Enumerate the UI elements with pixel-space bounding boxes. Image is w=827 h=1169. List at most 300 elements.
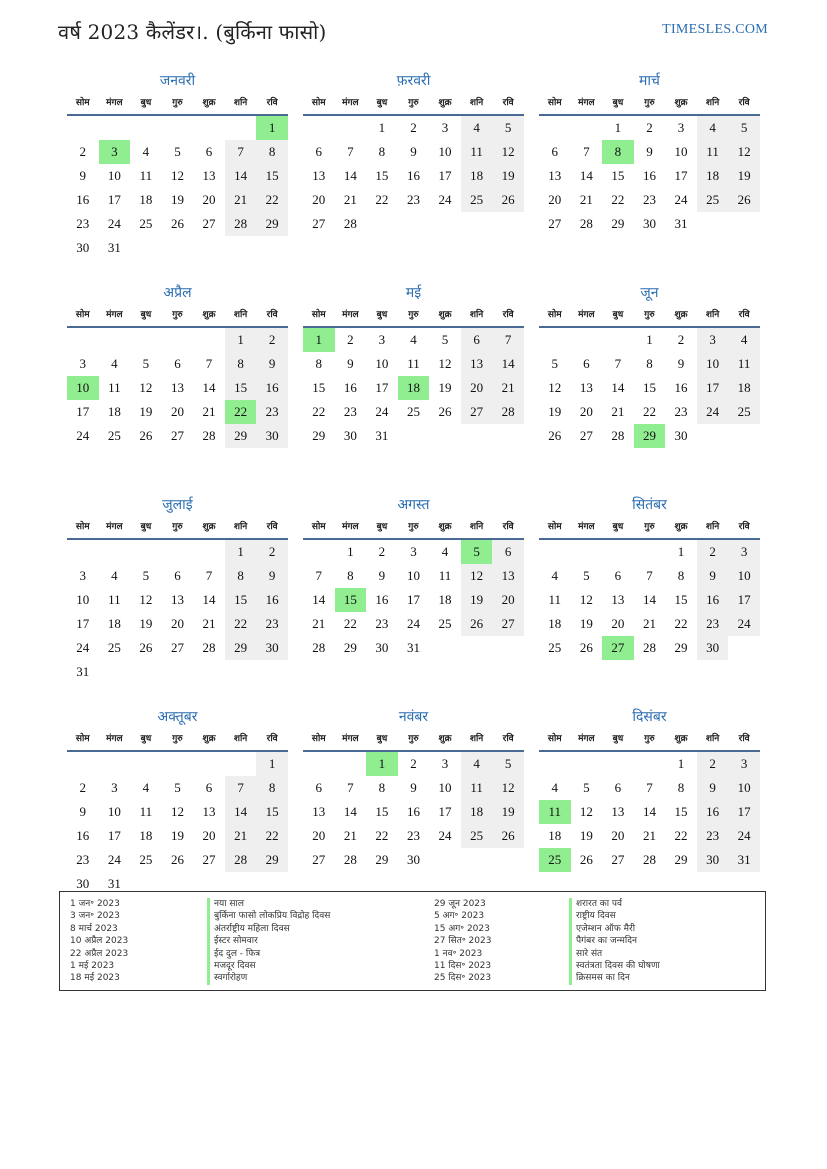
day-cell[interactable]: 20 [492, 588, 524, 612]
holiday-day-cell[interactable]: 10 [67, 376, 99, 400]
day-cell[interactable]: 21 [202, 616, 216, 631]
day-cell[interactable]: 10 [674, 144, 688, 159]
day-cell[interactable]: 7 [583, 144, 590, 159]
day-cell[interactable]: 6 [551, 144, 559, 159]
day-cell[interactable]: 3 [697, 328, 729, 352]
day-cell[interactable]: 11 [139, 804, 153, 819]
day-cell[interactable]: 7 [315, 568, 323, 583]
day-cell[interactable]: 29 [312, 428, 326, 443]
day-cell[interactable]: 27 [548, 216, 562, 231]
day-cell[interactable]: 4 [111, 356, 118, 371]
day-cell[interactable]: 5 [728, 116, 760, 140]
day-cell[interactable]: 10 [76, 592, 90, 607]
day-cell[interactable]: 20 [202, 192, 216, 207]
day-cell[interactable]: 15 [642, 380, 656, 395]
day-cell[interactable]: 14 [611, 380, 625, 395]
day-cell[interactable]: 8 [378, 144, 386, 159]
day-cell[interactable]: 1 [677, 544, 685, 559]
day-cell[interactable]: 16 [406, 804, 420, 819]
holiday-day-cell[interactable]: 18 [398, 376, 430, 400]
day-cell[interactable]: 12 [170, 804, 184, 819]
day-cell[interactable]: 4 [441, 544, 449, 559]
day-cell[interactable]: 8 [225, 352, 257, 376]
day-cell[interactable]: 31 [674, 216, 688, 231]
day-cell[interactable]: 23 [406, 192, 420, 207]
day-cell[interactable]: 24 [674, 192, 688, 207]
day-cell[interactable]: 10 [438, 144, 452, 159]
day-cell[interactable]: 27 [461, 400, 493, 424]
day-cell[interactable]: 20 [312, 828, 326, 843]
day-cell[interactable]: 14 [343, 168, 357, 183]
day-cell[interactable]: 6 [492, 540, 524, 564]
day-cell[interactable]: 25 [107, 428, 121, 443]
day-cell[interactable]: 13 [548, 168, 562, 183]
day-cell[interactable]: 11 [548, 592, 562, 607]
day-cell[interactable]: 1 [256, 752, 288, 776]
holiday-day-cell[interactable]: 1 [303, 328, 335, 352]
day-cell[interactable]: 19 [579, 616, 593, 631]
day-cell[interactable]: 10 [107, 168, 121, 183]
day-cell[interactable]: 7 [492, 328, 524, 352]
day-cell[interactable]: 27 [312, 216, 326, 231]
day-cell[interactable]: 19 [492, 164, 524, 188]
day-cell[interactable]: 23 [697, 824, 729, 848]
day-cell[interactable]: 21 [225, 824, 257, 848]
day-cell[interactable]: 8 [378, 780, 386, 795]
day-cell[interactable]: 13 [312, 804, 326, 819]
day-cell[interactable]: 4 [461, 752, 493, 776]
day-cell[interactable]: 4 [142, 780, 150, 795]
day-cell[interactable]: 6 [174, 356, 181, 371]
day-cell[interactable]: 18 [548, 616, 562, 631]
day-cell[interactable]: 7 [205, 568, 213, 583]
day-cell[interactable]: 12 [492, 776, 524, 800]
day-cell[interactable]: 23 [343, 404, 357, 419]
day-cell[interactable]: 20 [611, 828, 625, 843]
day-cell[interactable]: 17 [697, 376, 729, 400]
day-cell[interactable]: 25 [461, 188, 493, 212]
day-cell[interactable]: 18 [697, 164, 729, 188]
holiday-day-cell[interactable]: 29 [634, 424, 666, 448]
day-cell[interactable]: 13 [312, 168, 326, 183]
day-cell[interactable]: 25 [697, 188, 729, 212]
day-cell[interactable]: 11 [407, 356, 420, 371]
day-cell[interactable]: 18 [461, 800, 493, 824]
day-cell[interactable]: 17 [76, 404, 90, 419]
day-cell[interactable]: 14 [202, 380, 216, 395]
day-cell[interactable]: 26 [579, 640, 593, 655]
day-cell[interactable]: 21 [611, 404, 625, 419]
day-cell[interactable]: 7 [646, 568, 653, 583]
day-cell[interactable]: 14 [642, 592, 656, 607]
day-cell[interactable]: 19 [139, 616, 153, 631]
day-cell[interactable]: 19 [461, 588, 493, 612]
day-cell[interactable]: 12 [139, 380, 153, 395]
day-cell[interactable]: 24 [438, 828, 452, 843]
day-cell[interactable]: 30 [256, 424, 288, 448]
day-cell[interactable]: 26 [170, 852, 184, 867]
day-cell[interactable]: 18 [438, 592, 452, 607]
day-cell[interactable]: 26 [579, 852, 593, 867]
day-cell[interactable]: 2 [347, 332, 354, 347]
day-cell[interactable]: 23 [76, 216, 90, 231]
day-cell[interactable]: 30 [256, 636, 288, 660]
day-cell[interactable]: 14 [579, 168, 593, 183]
day-cell[interactable]: 5 [441, 332, 449, 347]
day-cell[interactable]: 5 [174, 144, 181, 159]
holiday-day-cell[interactable]: 1 [256, 116, 288, 140]
day-cell[interactable]: 20 [461, 376, 493, 400]
day-cell[interactable]: 9 [410, 780, 417, 795]
day-cell[interactable]: 17 [107, 192, 121, 207]
day-cell[interactable]: 3 [79, 568, 87, 583]
day-cell[interactable]: 22 [225, 612, 257, 636]
day-cell[interactable]: 31 [76, 664, 90, 679]
day-cell[interactable]: 17 [76, 616, 90, 631]
day-cell[interactable]: 29 [674, 640, 688, 655]
day-cell[interactable]: 25 [548, 640, 562, 655]
day-cell[interactable]: 17 [406, 592, 420, 607]
day-cell[interactable]: 27 [492, 612, 524, 636]
day-cell[interactable]: 13 [202, 168, 216, 183]
day-cell[interactable]: 8 [677, 780, 685, 795]
day-cell[interactable]: 25 [406, 404, 420, 419]
day-cell[interactable]: 2 [79, 144, 87, 159]
day-cell[interactable]: 15 [225, 376, 257, 400]
day-cell[interactable]: 18 [139, 828, 153, 843]
day-cell[interactable]: 4 [410, 332, 417, 347]
day-cell[interactable]: 15 [375, 168, 389, 183]
day-cell[interactable]: 18 [139, 192, 153, 207]
day-cell[interactable]: 15 [674, 592, 688, 607]
day-cell[interactable]: 16 [406, 168, 420, 183]
day-cell[interactable]: 26 [170, 216, 184, 231]
day-cell[interactable]: 21 [642, 828, 656, 843]
day-cell[interactable]: 9 [79, 804, 87, 819]
day-cell[interactable]: 22 [674, 616, 688, 631]
day-cell[interactable]: 13 [611, 592, 625, 607]
day-cell[interactable]: 14 [642, 804, 656, 819]
day-cell[interactable]: 16 [256, 588, 288, 612]
day-cell[interactable]: 6 [583, 356, 590, 371]
day-cell[interactable]: 8 [677, 568, 685, 583]
day-cell[interactable]: 11 [438, 568, 452, 583]
day-cell[interactable]: 22 [611, 192, 625, 207]
day-cell[interactable]: 7 [347, 780, 354, 795]
day-cell[interactable]: 31 [728, 848, 760, 872]
day-cell[interactable]: 1 [614, 120, 622, 135]
day-cell[interactable]: 12 [170, 168, 184, 183]
day-cell[interactable]: 8 [256, 776, 288, 800]
day-cell[interactable]: 14 [312, 592, 326, 607]
day-cell[interactable]: 7 [646, 780, 653, 795]
day-cell[interactable]: 28 [202, 428, 216, 443]
day-cell[interactable]: 26 [139, 640, 153, 655]
day-cell[interactable]: 6 [205, 780, 213, 795]
day-cell[interactable]: 24 [107, 216, 121, 231]
day-cell[interactable]: 16 [76, 192, 90, 207]
day-cell[interactable]: 12 [579, 592, 593, 607]
day-cell[interactable]: 22 [375, 192, 389, 207]
day-cell[interactable]: 23 [76, 852, 90, 867]
day-cell[interactable]: 13 [202, 804, 216, 819]
day-cell[interactable]: 21 [312, 616, 326, 631]
day-cell[interactable]: 30 [76, 240, 90, 255]
day-cell[interactable]: 15 [256, 164, 288, 188]
day-cell[interactable]: 24 [406, 616, 420, 631]
day-cell[interactable]: 8 [225, 564, 257, 588]
day-cell[interactable]: 22 [642, 404, 656, 419]
day-cell[interactable]: 26 [492, 188, 524, 212]
day-cell[interactable]: 1 [677, 756, 685, 771]
day-cell[interactable]: 6 [205, 144, 213, 159]
day-cell[interactable]: 25 [438, 616, 452, 631]
day-cell[interactable]: 23 [642, 192, 656, 207]
day-cell[interactable]: 26 [548, 428, 562, 443]
day-cell[interactable]: 23 [406, 828, 420, 843]
day-cell[interactable]: 29 [225, 424, 257, 448]
day-cell[interactable]: 13 [611, 804, 625, 819]
day-cell[interactable]: 9 [347, 356, 354, 371]
day-cell[interactable]: 28 [611, 428, 625, 443]
day-cell[interactable]: 2 [410, 120, 417, 135]
day-cell[interactable]: 30 [642, 216, 656, 231]
day-cell[interactable]: 3 [728, 540, 760, 564]
day-cell[interactable]: 19 [579, 828, 593, 843]
day-cell[interactable]: 21 [225, 188, 257, 212]
day-cell[interactable]: 2 [79, 780, 87, 795]
day-cell[interactable]: 10 [438, 780, 452, 795]
day-cell[interactable]: 22 [343, 616, 357, 631]
day-cell[interactable]: 18 [728, 376, 760, 400]
day-cell[interactable]: 4 [551, 780, 559, 795]
day-cell[interactable]: 5 [174, 780, 181, 795]
day-cell[interactable]: 8 [315, 356, 323, 371]
day-cell[interactable]: 26 [438, 404, 452, 419]
day-cell[interactable]: 6 [174, 568, 181, 583]
day-cell[interactable]: 25 [461, 824, 493, 848]
day-cell[interactable]: 15 [611, 168, 625, 183]
day-cell[interactable]: 28 [642, 640, 656, 655]
day-cell[interactable]: 28 [225, 848, 257, 872]
day-cell[interactable]: 21 [202, 404, 216, 419]
day-cell[interactable]: 19 [438, 380, 452, 395]
day-cell[interactable]: 6 [315, 780, 323, 795]
day-cell[interactable]: 29 [225, 636, 257, 660]
day-cell[interactable]: 3 [728, 752, 760, 776]
day-cell[interactable]: 23 [256, 400, 288, 424]
day-cell[interactable]: 29 [674, 852, 688, 867]
day-cell[interactable]: 15 [312, 380, 326, 395]
day-cell[interactable]: 16 [343, 380, 357, 395]
day-cell[interactable]: 30 [697, 636, 729, 660]
day-cell[interactable]: 17 [728, 800, 760, 824]
day-cell[interactable]: 5 [142, 568, 150, 583]
day-cell[interactable]: 1 [646, 332, 653, 347]
day-cell[interactable]: 20 [312, 192, 326, 207]
day-cell[interactable]: 9 [697, 776, 729, 800]
day-cell[interactable]: 12 [438, 356, 452, 371]
holiday-day-cell[interactable]: 5 [461, 540, 493, 564]
day-cell[interactable]: 12 [139, 592, 153, 607]
day-cell[interactable]: 18 [461, 164, 493, 188]
day-cell[interactable]: 3 [441, 756, 449, 771]
holiday-day-cell[interactable]: 15 [335, 588, 367, 612]
day-cell[interactable]: 22 [674, 828, 688, 843]
day-cell[interactable]: 6 [614, 568, 622, 583]
day-cell[interactable]: 21 [642, 616, 656, 631]
day-cell[interactable]: 9 [410, 144, 417, 159]
day-cell[interactable]: 26 [492, 824, 524, 848]
day-cell[interactable]: 3 [79, 356, 87, 371]
day-cell[interactable]: 26 [461, 612, 493, 636]
day-cell[interactable]: 10 [375, 356, 389, 371]
day-cell[interactable]: 4 [728, 328, 760, 352]
day-cell[interactable]: 21 [579, 192, 593, 207]
day-cell[interactable]: 30 [674, 428, 688, 443]
holiday-day-cell[interactable]: 22 [225, 400, 257, 424]
day-cell[interactable]: 24 [697, 400, 729, 424]
day-cell[interactable]: 19 [728, 164, 760, 188]
day-cell[interactable]: 2 [378, 544, 386, 559]
day-cell[interactable]: 28 [579, 216, 593, 231]
day-cell[interactable]: 29 [256, 848, 288, 872]
day-cell[interactable]: 28 [312, 640, 326, 655]
day-cell[interactable]: 3 [441, 120, 449, 135]
day-cell[interactable]: 10 [107, 804, 121, 819]
day-cell[interactable]: 31 [107, 876, 121, 891]
day-cell[interactable]: 9 [378, 568, 386, 583]
day-cell[interactable]: 10 [406, 568, 420, 583]
day-cell[interactable]: 9 [646, 144, 653, 159]
day-cell[interactable]: 27 [202, 852, 216, 867]
day-cell[interactable]: 16 [642, 168, 656, 183]
day-cell[interactable]: 31 [375, 428, 389, 443]
day-cell[interactable]: 8 [256, 140, 288, 164]
day-cell[interactable]: 5 [583, 568, 590, 583]
day-cell[interactable]: 11 [461, 776, 493, 800]
day-cell[interactable]: 13 [492, 564, 524, 588]
day-cell[interactable]: 11 [108, 592, 121, 607]
day-cell[interactable]: 4 [697, 116, 729, 140]
day-cell[interactable]: 31 [406, 640, 420, 655]
day-cell[interactable]: 28 [343, 852, 357, 867]
day-cell[interactable]: 29 [375, 852, 389, 867]
day-cell[interactable]: 16 [375, 592, 389, 607]
day-cell[interactable]: 30 [406, 852, 420, 867]
day-cell[interactable]: 27 [202, 216, 216, 231]
day-cell[interactable]: 25 [728, 400, 760, 424]
day-cell[interactable]: 20 [170, 404, 184, 419]
day-cell[interactable]: 5 [142, 356, 150, 371]
day-cell[interactable]: 19 [548, 404, 562, 419]
day-cell[interactable]: 17 [375, 380, 389, 395]
day-cell[interactable]: 2 [646, 120, 653, 135]
day-cell[interactable]: 27 [579, 428, 593, 443]
day-cell[interactable]: 8 [646, 356, 653, 371]
day-cell[interactable]: 14 [225, 800, 257, 824]
day-cell[interactable]: 23 [256, 612, 288, 636]
day-cell[interactable]: 16 [697, 800, 729, 824]
day-cell[interactable]: 21 [343, 828, 357, 843]
day-cell[interactable]: 20 [548, 192, 562, 207]
day-cell[interactable]: 14 [225, 164, 257, 188]
day-cell[interactable]: 7 [225, 776, 257, 800]
day-cell[interactable]: 9 [79, 168, 87, 183]
day-cell[interactable]: 15 [674, 804, 688, 819]
holiday-day-cell[interactable]: 3 [99, 140, 131, 164]
day-cell[interactable]: 14 [343, 804, 357, 819]
day-cell[interactable]: 17 [674, 168, 688, 183]
day-cell[interactable]: 30 [76, 876, 90, 891]
day-cell[interactable]: 16 [76, 828, 90, 843]
day-cell[interactable]: 20 [202, 828, 216, 843]
day-cell[interactable]: 10 [728, 776, 760, 800]
day-cell[interactable]: 20 [579, 404, 593, 419]
day-cell[interactable]: 16 [256, 376, 288, 400]
day-cell[interactable]: 19 [170, 828, 184, 843]
day-cell[interactable]: 21 [343, 192, 357, 207]
day-cell[interactable]: 23 [375, 616, 389, 631]
day-cell[interactable]: 28 [202, 640, 216, 655]
day-cell[interactable]: 3 [378, 332, 386, 347]
day-cell[interactable]: 11 [139, 168, 153, 183]
day-cell[interactable]: 15 [225, 588, 257, 612]
day-cell[interactable]: 13 [461, 352, 493, 376]
day-cell[interactable]: 12 [579, 804, 593, 819]
holiday-day-cell[interactable]: 1 [366, 752, 398, 776]
holiday-day-cell[interactable]: 25 [539, 848, 571, 872]
day-cell[interactable]: 25 [139, 216, 153, 231]
day-cell[interactable]: 15 [256, 800, 288, 824]
day-cell[interactable]: 13 [579, 380, 593, 395]
day-cell[interactable]: 16 [697, 588, 729, 612]
day-cell[interactable]: 14 [492, 352, 524, 376]
day-cell[interactable]: 3 [111, 780, 118, 795]
day-cell[interactable]: 24 [76, 640, 90, 655]
day-cell[interactable]: 31 [107, 240, 121, 255]
day-cell[interactable]: 29 [343, 640, 357, 655]
day-cell[interactable]: 1 [347, 544, 354, 559]
holiday-day-cell[interactable]: 27 [602, 636, 634, 660]
day-cell[interactable]: 24 [728, 612, 760, 636]
day-cell[interactable]: 29 [256, 212, 288, 236]
day-cell[interactable]: 9 [697, 564, 729, 588]
day-cell[interactable]: 11 [461, 140, 493, 164]
day-cell[interactable]: 24 [728, 824, 760, 848]
day-cell[interactable]: 25 [139, 852, 153, 867]
day-cell[interactable]: 25 [107, 640, 121, 655]
day-cell[interactable]: 30 [343, 428, 357, 443]
day-cell[interactable]: 5 [492, 752, 524, 776]
site-link[interactable]: TIMESLES.COM [662, 22, 768, 37]
day-cell[interactable]: 18 [548, 828, 562, 843]
day-cell[interactable]: 21 [492, 376, 524, 400]
day-cell[interactable]: 28 [343, 216, 357, 231]
day-cell[interactable]: 7 [347, 144, 354, 159]
day-cell[interactable]: 9 [256, 352, 288, 376]
day-cell[interactable]: 8 [347, 568, 354, 583]
day-cell[interactable]: 24 [375, 404, 389, 419]
day-cell[interactable]: 19 [492, 800, 524, 824]
day-cell[interactable]: 27 [170, 640, 184, 655]
day-cell[interactable]: 12 [548, 380, 562, 395]
day-cell[interactable]: 3 [677, 120, 685, 135]
day-cell[interactable]: 11 [728, 352, 760, 376]
day-cell[interactable]: 4 [461, 116, 493, 140]
day-cell[interactable]: 6 [461, 328, 493, 352]
day-cell[interactable]: 28 [642, 852, 656, 867]
